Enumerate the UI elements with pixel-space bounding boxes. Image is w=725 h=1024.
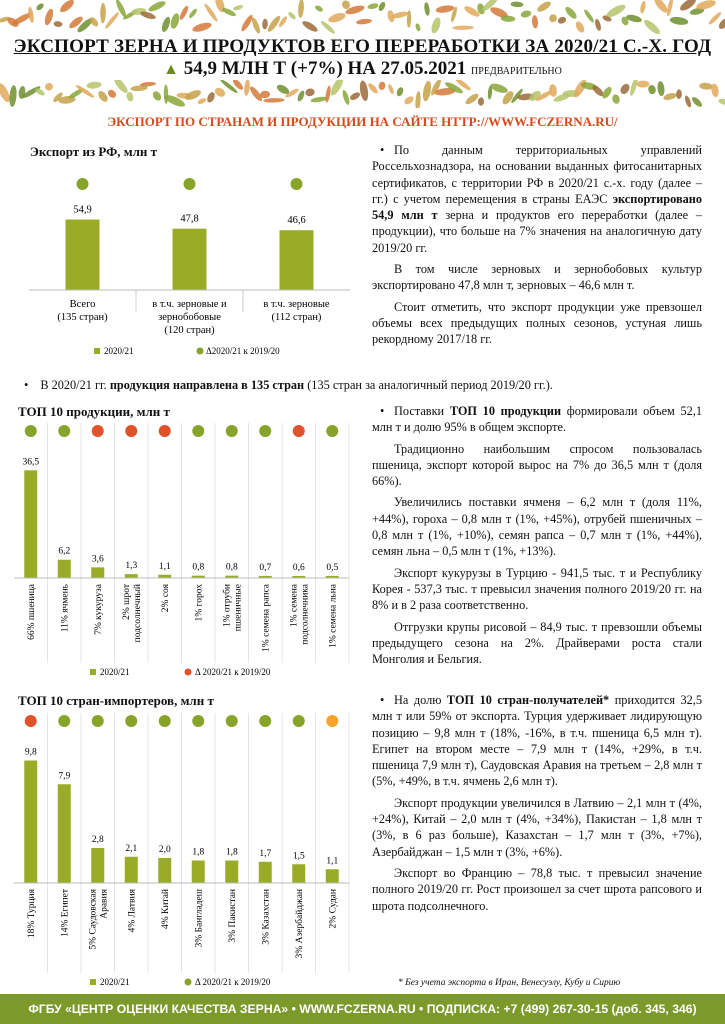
bar (58, 784, 71, 883)
category-label: 11% ячмень (60, 584, 71, 633)
leaf-decoration (126, 91, 135, 102)
paragraph-increases: Увеличились поставки ячменя – 6,2 млн т (доля 11%, +44%), гороха – 0,8 млн т (1%, +45%), отрубей пшеничных – 0,8 млн т (1%, +10%), семян рапса – 0,7 млн т (1%, +44%), семян льна – 0,5 млн т (1%, +13%). (372, 495, 702, 559)
change-dot (293, 715, 305, 727)
leaf-decoration (298, 0, 305, 18)
bar (326, 869, 339, 883)
decorative-leaf-border-middle (0, 80, 725, 108)
paragraph-top10-countries: • На долю ТОП 10 стран-получателей* приходится 32,5 млн т или 59% от экспорта. Турция удерживает лидирующую позицию – 9,8 млн т (18%, -16%, в т.ч. пшеница 6,5 млн т). Египет на втором месте – 7,9 млн т (14%, +29%, в т.ч. пшеница 7,9 млн т), Саудовская Аравия на третьем – 2,8 млн т (5%, +49%, в т.ч. ячмень 2,6 млн т). (372, 692, 702, 790)
leaf-decoration (669, 16, 689, 26)
change-dot (326, 425, 338, 437)
change-dot (226, 425, 238, 437)
leaf-decoration (619, 82, 632, 96)
value-label: 0,6 (292, 563, 305, 573)
value-label: 46,6 (287, 215, 306, 227)
category-label: 3% Бангладеш (194, 889, 205, 948)
category-label: 14% Египет (60, 889, 71, 938)
leaf-decoration (243, 80, 250, 96)
legend-label: 2020/21 (100, 977, 130, 987)
leaf-decoration (563, 5, 578, 20)
leaf-decoration (717, 16, 725, 30)
value-label: 3,6 (91, 554, 104, 565)
leaf-decoration (636, 81, 649, 88)
leaf-decoration (367, 82, 379, 95)
leaf-decoration (367, 2, 379, 9)
text-block-products (372, 403, 702, 672)
value-label: 0,7 (259, 562, 272, 573)
paragraph-country-increases: Экспорт продукции увеличился в Латвию – 2,1 млн т (4%, +24%), Китай – 2,0 млн т (4%, +34%), Пакистан – 1,8 млн т (3%, в 6 раз больше), Казахстан – 1,7 млн т (3%, +7%), Азербайджан – 1,5 млн т (3%, +6%). (372, 795, 702, 859)
bar (158, 858, 171, 883)
bar (58, 560, 71, 578)
leaf-decoration (594, 18, 602, 31)
change-dot (77, 178, 89, 190)
value-label: 9,8 (24, 747, 37, 758)
bar (173, 229, 207, 290)
chart-top10-countries (12, 710, 360, 997)
change-dot (259, 715, 271, 727)
leaf-decoration (415, 23, 422, 32)
paragraph-record: Стоит отметить, что экспорт продукции уже превзошел объемы всех предыдущих полных сезонов, устуная лишь рекордному 2017/18 гг. (372, 299, 702, 347)
leaf-decoration (557, 16, 567, 25)
chart-top10-products-title: ТОП 10 продукции, млн т (18, 404, 170, 419)
leaf-decoration (452, 25, 474, 30)
chart-top10-products (12, 420, 360, 685)
change-dot (125, 425, 137, 437)
value-label: 47,8 (180, 213, 199, 225)
leaf-decoration (387, 83, 395, 94)
value-label: 2,0 (158, 845, 171, 855)
change-dot (25, 425, 37, 437)
change-dot (58, 715, 70, 727)
legend-label: Δ 2020/21 к 2019/20 (195, 977, 271, 987)
leaf-decoration (310, 96, 327, 103)
value-label: 7,9 (58, 771, 71, 782)
legend-label: Δ 2020/21 к 2019/20 (195, 667, 271, 677)
leaf-decoration (263, 98, 284, 103)
change-dot (159, 715, 171, 727)
leaf-decoration (178, 5, 190, 21)
legend-swatch (90, 979, 96, 985)
leaf-decoration (520, 9, 532, 18)
category-label: 4% Латвия (127, 889, 138, 933)
change-dot (159, 425, 171, 437)
footer-bar: ФГБУ «ЦЕНТР ОЦЕНКИ КАЧЕСТВА ЗЕРНА» • WWW.FCZERNA.RU • ПОДПИСКА: +7 (499) 267-30-15 (доб. 345, 346) (0, 994, 725, 1024)
category-label: пшеничные (233, 584, 244, 632)
leaf-decoration (718, 98, 725, 106)
leaf-decoration (197, 97, 207, 105)
value-label: 1,1 (326, 856, 339, 867)
leaf-decoration (639, 0, 646, 13)
leaf-decoration (296, 90, 306, 103)
leaf-decoration (647, 84, 657, 95)
leaf-decoration (250, 17, 261, 34)
leaf-decoration (96, 89, 109, 103)
decorative-leaf-border-top (0, 0, 725, 34)
category-label: в т.ч. зерновые и (152, 299, 227, 310)
value-label: 1,1 (158, 561, 171, 572)
leaf-decoration (191, 21, 212, 34)
legend-label: 2020/21 (100, 667, 130, 677)
bar (91, 848, 104, 883)
leaf-decoration (301, 19, 319, 33)
bar (192, 861, 205, 884)
value-label: 2,1 (125, 843, 138, 854)
value-label: 2,8 (91, 835, 104, 845)
leaf-decoration (642, 18, 662, 34)
value-label: 36,5 (22, 457, 40, 468)
leaf-decoration (377, 1, 386, 12)
change-dot (58, 425, 70, 437)
category-label: 2% соя (160, 584, 171, 613)
leaf-decoration (287, 11, 297, 21)
leaf-decoration (305, 88, 316, 97)
leaf-decoration (43, 8, 55, 26)
category-label: 66% пшеница (26, 584, 37, 640)
chart-export-title: Экспорт из РФ, млн т (30, 144, 158, 159)
legend-label: Δ2020/21 к 2019/20 (206, 346, 280, 356)
leaf-decoration (435, 4, 455, 14)
leaf-decoration (147, 0, 167, 13)
leaf-decoration (424, 2, 431, 16)
leaf-decoration (478, 97, 484, 106)
change-dot (192, 715, 204, 727)
paragraph-corn: Экспорт кукурузы в Турцию - 941,5 тыс. т и Республику Корея - 537,3 тыс. т превысил значения полного 2019/20 гг. на 8% и в 2 раза соответственно. (372, 565, 702, 613)
leaf-decoration (403, 95, 415, 106)
subtitle-value: 54,9 МЛН Т (+7%) НА 27.05.2021 (183, 58, 467, 79)
category-label: 18% Турция (26, 889, 37, 939)
change-dot (293, 425, 305, 437)
category-label: 1% горох (194, 584, 205, 622)
paragraph-countries-count: • В 2020/21 гг. продукция направлена в 135 стран (135 стран за аналогичный период 2019/20 гг.). (38, 378, 553, 393)
category-label: зернобобовые (158, 312, 221, 323)
leaf-decoration (164, 84, 169, 103)
leaf-decoration (396, 86, 405, 97)
bar (292, 864, 305, 883)
leaf-decoration (53, 21, 62, 28)
change-dot (326, 715, 338, 727)
category-label: подсолнечный (132, 584, 143, 643)
leaf-decoration (574, 20, 586, 34)
leaf-decoration (9, 85, 18, 107)
leaf-decoration (548, 84, 557, 98)
leaf-decoration (663, 92, 678, 102)
value-label: 0,8 (225, 562, 238, 573)
category-label: (112 стран) (271, 312, 322, 323)
category-label: 3% Пакистан (227, 889, 238, 943)
page-title: ЭКСПОРТ ЗЕРНА И ПРОДУКТОВ ЕГО ПЕРЕРАБОТКИ ЗА 2020/21 С.-Х. ГОД (13, 36, 712, 57)
leaf-decoration (422, 80, 433, 102)
leaf-decoration (327, 11, 347, 24)
leaf-decoration (213, 86, 227, 99)
value-label: 1,3 (125, 561, 138, 572)
leaf-decoration (531, 15, 538, 29)
leaf-decoration (188, 8, 199, 20)
leaf-decoration (583, 8, 595, 23)
chart-export-total (24, 160, 354, 370)
category-label: (120 стран) (164, 325, 215, 336)
subtitle-note: ПРЕДВАРИТЕЛЬНО (471, 66, 562, 77)
category-label: 3% Казахстан (261, 889, 272, 945)
category-label: в т.ч. зерновые (263, 299, 330, 310)
leaf-decoration (690, 96, 703, 108)
leaf-decoration (510, 1, 523, 7)
leaf-decoration (356, 18, 372, 25)
value-label: 0,5 (326, 563, 339, 573)
value-label: 1,8 (225, 847, 238, 858)
value-label: 54,9 (73, 204, 92, 216)
change-dot (226, 715, 238, 727)
category-label: 2% Судан (328, 889, 339, 929)
paragraph-export-total: • По данным территориальных управлений Россельхознадзора, на основании выданных фитосанитарных сертификатов, с территории РФ в 2020/21 с.-х. году (далее – гг.) с учетом перемещения в страны ЕАЭС экспортировано 54,9 млн т зерна и продуктов его переработки (далее – продукции), что больше на 7% значения на аналогичную дату 2019/20 гг. (372, 142, 702, 256)
leaf-decoration (58, 0, 76, 14)
category-label: 1% семена (289, 584, 300, 628)
value-label: 1,5 (292, 851, 305, 862)
leaf-decoration (676, 89, 682, 99)
value-label: 0,8 (192, 562, 205, 573)
paragraph-wheat: Традиционно наибольшим спросом пользовалась пшеница, экспорт которой вырос на 7% до 36,5 млн т (доля 66%). (372, 441, 702, 489)
leaf-decoration (100, 3, 106, 23)
legend-label: 2020/21 (104, 346, 134, 356)
legend-swatch (90, 669, 96, 675)
bar (66, 220, 100, 290)
category-label: 7% кукуруза (93, 584, 104, 635)
legend-dot (185, 669, 192, 676)
leaf-decoration (359, 80, 370, 102)
paragraph-top10-products: • Поставки ТОП 10 продукции формировали объем 52,1 млн т и долю 95% в общем экспорте. (372, 403, 702, 436)
page-subtitle (0, 58, 725, 80)
legend-swatch (94, 348, 100, 354)
paragraph-france: Экспорт во Францию – 78,8 тыс. т превысил значение полного 2019/20 гг. Рост произошел за счет шрота рапсового и шрота подсолнечного. (372, 865, 702, 913)
bar (91, 567, 104, 578)
leaf-decoration (104, 11, 120, 30)
leaf-decoration (415, 91, 421, 108)
leaf-decoration (611, 93, 621, 104)
leaf-decoration (240, 14, 255, 33)
category-label: 3% Азербайджан (294, 889, 305, 959)
leaf-decoration (349, 91, 362, 102)
leaf-decoration (262, 19, 268, 30)
leaf-decoration (151, 90, 163, 102)
leaf-decoration (378, 81, 386, 90)
leaf-decoration (169, 12, 181, 29)
category-label: 1% отруби (222, 584, 233, 628)
value-label: 1,7 (259, 848, 272, 859)
bar (24, 761, 37, 884)
leaf-decoration (341, 89, 351, 105)
category-label: подсолнечника (300, 584, 311, 645)
text-block-overview (372, 142, 702, 353)
change-dot (259, 425, 271, 437)
chart-top10-countries-title: ТОП 10 стран-импортеров, млн т (18, 693, 214, 708)
leaf-decoration (160, 16, 171, 33)
change-dot (25, 715, 37, 727)
leaf-decoration (206, 91, 217, 104)
leaf-decoration (86, 81, 102, 89)
site-link-line[interactable]: ЭКСПОРТ ПО СТРАНАМ И ПРОДУКЦИИ НА САЙТЕ HTTP://WWW.FCZERNA.RU/ (107, 114, 618, 129)
value-label: 1,8 (192, 847, 205, 858)
change-dot (92, 425, 104, 437)
change-dot (184, 178, 196, 190)
leaf-decoration (106, 88, 117, 99)
bar (24, 470, 37, 578)
value-label: 6,2 (58, 546, 71, 557)
leaf-decoration (548, 13, 558, 23)
leaf-decoration (184, 88, 203, 102)
category-label: 1% семена льна (328, 584, 339, 648)
legend-dot (197, 348, 204, 355)
leaf-decoration (232, 4, 243, 11)
leaf-decoration (684, 95, 693, 108)
category-label: 5% Саудовская (88, 889, 99, 950)
bar (125, 574, 138, 578)
category-label: 2% шрот (121, 584, 132, 620)
paragraph-rice: Отгрузки крупы рисовой – 84,9 тыс. т превзошли объемы предыдущего сезона на 2%. Драйверами роста стали Монголия и Бельгия. (372, 619, 702, 667)
triangle-up-icon: ▲ (163, 61, 179, 78)
leaf-decoration (657, 81, 665, 97)
leaf-decoration (44, 82, 53, 91)
category-label: (135 стран) (57, 312, 108, 323)
footnote: * Без учета экспорта в Иран, Венесуэлу, Кубу и Сирию (398, 978, 621, 988)
text-block-countries (372, 692, 702, 919)
legend-dot (185, 979, 192, 986)
change-dot (92, 715, 104, 727)
bar (225, 861, 238, 884)
leaf-decoration (430, 16, 442, 34)
leaf-decoration (489, 82, 509, 95)
category-label: 4% Китай (160, 889, 171, 930)
leaf-decoration (464, 92, 480, 106)
change-dot (125, 715, 137, 727)
leaf-decoration (699, 82, 713, 90)
bar (125, 857, 138, 883)
leaf-decoration (324, 85, 331, 103)
leaf-decoration (536, 0, 553, 14)
paragraph-grains: В том числе зерновых и зернобобовых культур экспортировано 47,8 млн т, зерновых – 46,6 млн т. (372, 262, 702, 293)
bar (280, 230, 314, 290)
category-label: Аравия (99, 889, 110, 919)
category-label: 1% семена рапса (261, 584, 272, 652)
leaf-decoration (314, 4, 324, 13)
bar (259, 862, 272, 883)
change-dot (192, 425, 204, 437)
change-dot (291, 178, 303, 190)
leaf-decoration (35, 2, 45, 12)
category-label: Всего (69, 299, 96, 310)
